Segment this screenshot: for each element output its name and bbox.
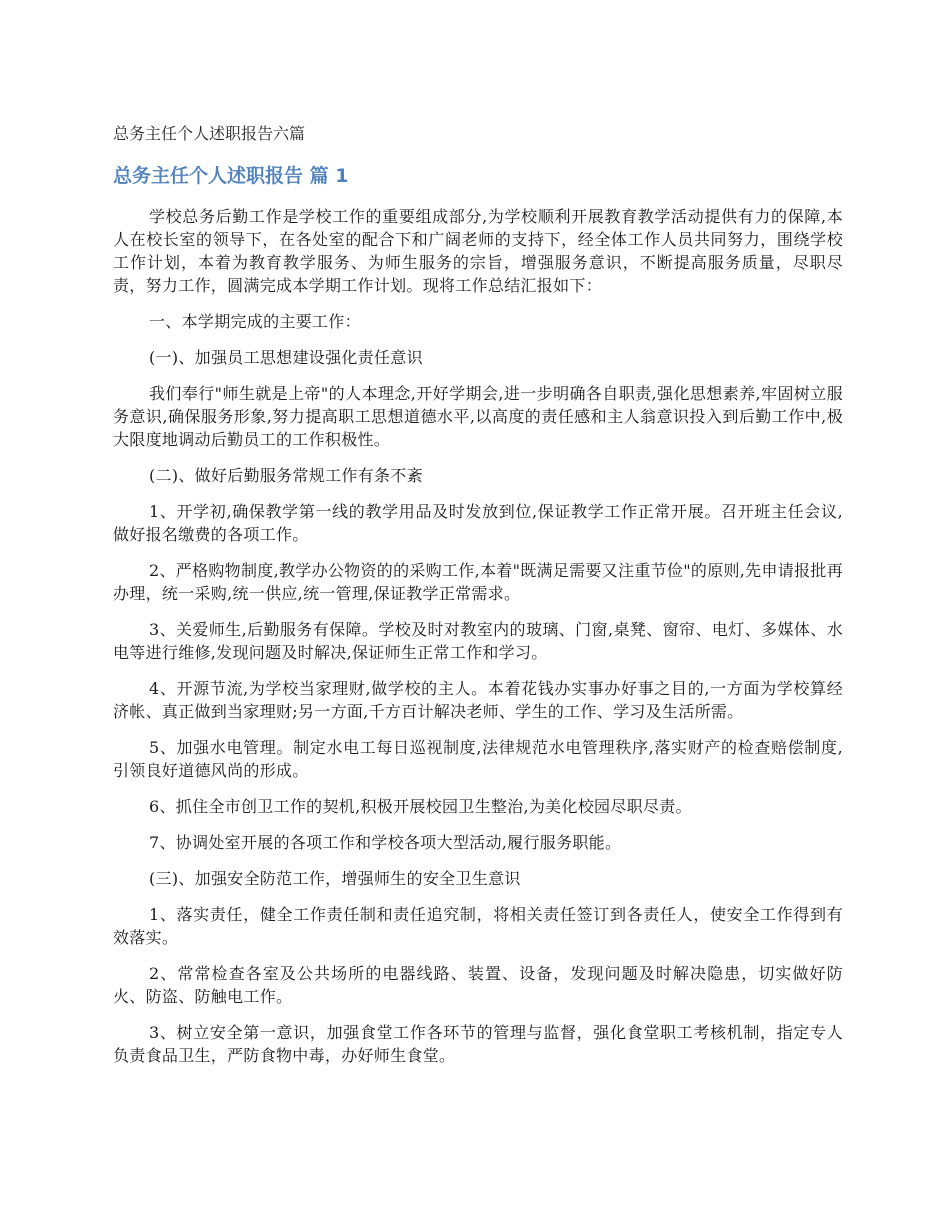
list-item: 4、开源节流,为学校当家理财,做学校的主人。本着花钱办实事办好事之目的,一方面为学校算经济帐、真正做到当家理财;另一方面,千方百计解决老师、学生的工作、学习及生活所需。 [113, 679, 843, 721]
paragraph-section-1: 一、本学期完成的主要工作： [149, 312, 361, 331]
list-item: 5、加强水电管理。制定水电工每日巡视制度,法律规范水电管理秩序,落实财产的检查赔偿制度,引领良好道德风尚的形成。 [113, 738, 843, 780]
document-title: 总务主任个人述职报告六篇 [113, 124, 306, 143]
list-item: 1、落实责任，健全工作责任制和责任追究制，将相关责任签订到各责任人，使安全工作得到有效落实。 [113, 905, 843, 947]
paragraph-subsection-3: (三)、加强安全防范工作，增强师生的安全卫生意识 [149, 869, 521, 888]
list-item: 2、严格购物制度,教学办公物资的的采购工作,本着"既满足需要又注重节俭"的原则,先申请报批再办理，统一采购,统一供应,统一管理,保证教学正常需求。 [113, 561, 843, 603]
paragraph-intro: 学校总务后勤工作是学校工作的重要组成部分,为学校顺利开展教育教学活动提供有力的保障,本人在校长室的领导下，在各处室的配合下和广阔老师的支持下，经全体工作人员共同努力，围绕学校工作计划，本着为教育教学服务、为师生服务的宗旨，增强服务意识，不断提高服务质量，尽职尽责，努力工作，圆满完成本学期工作计划。现将工作总结汇报如下： [113, 207, 843, 295]
list-item: 2、常常检查各室及公共场所的电器线路、装置、设备，发现问题及时解决隐患，切实做好防火、防盗、防触电工作。 [113, 964, 843, 1006]
list-item: 6、抓住全市创卫工作的契机,积极开展校园卫生整治,为美化校园尽职尽责。 [149, 797, 692, 816]
paragraph: 我们奉行"师生就是上帝"的人本理念,开好学期会,进一步明确各自职责,强化思想素养,牢固树立服务意识,确保服务形象,努力提高职工思想道德水平,以高度的责任感和主人翁意识投入到后勤工作中,极大限度地调动后勤员工的工作积极性。 [113, 384, 843, 449]
section-heading: 总务主任个人述职报告 篇 1 [113, 165, 349, 187]
list-item: 7、协调处室开展的各项工作和学校各项大型活动,履行服务职能。 [149, 833, 622, 852]
paragraph-subsection-2: (二)、做好后勤服务常规工作有条不紊 [149, 466, 423, 485]
document-body [113, 205, 843, 1080]
list-item: 3、树立安全第一意识，加强食堂工作各环节的管理与监督，强化食堂职工考核机制，指定专人负责食品卫生，严防食物中毒，办好师生食堂。 [113, 1023, 843, 1065]
list-item: 3、关爱师生,后勤服务有保障。学校及时对教室内的玻璃、门窗,桌凳、窗帘、电灯、多媒体、水电等进行维修,发现问题及时解决,保证师生正常工作和学习。 [113, 620, 843, 662]
paragraph-subsection-1: (一)、加强员工思想建设强化责任意识 [149, 348, 423, 367]
list-item: 1、开学初,确保教学第一线的教学用品及时发放到位,保证教学工作正常开展。召开班主任会议,做好报名缴费的各项工作。 [113, 502, 843, 544]
